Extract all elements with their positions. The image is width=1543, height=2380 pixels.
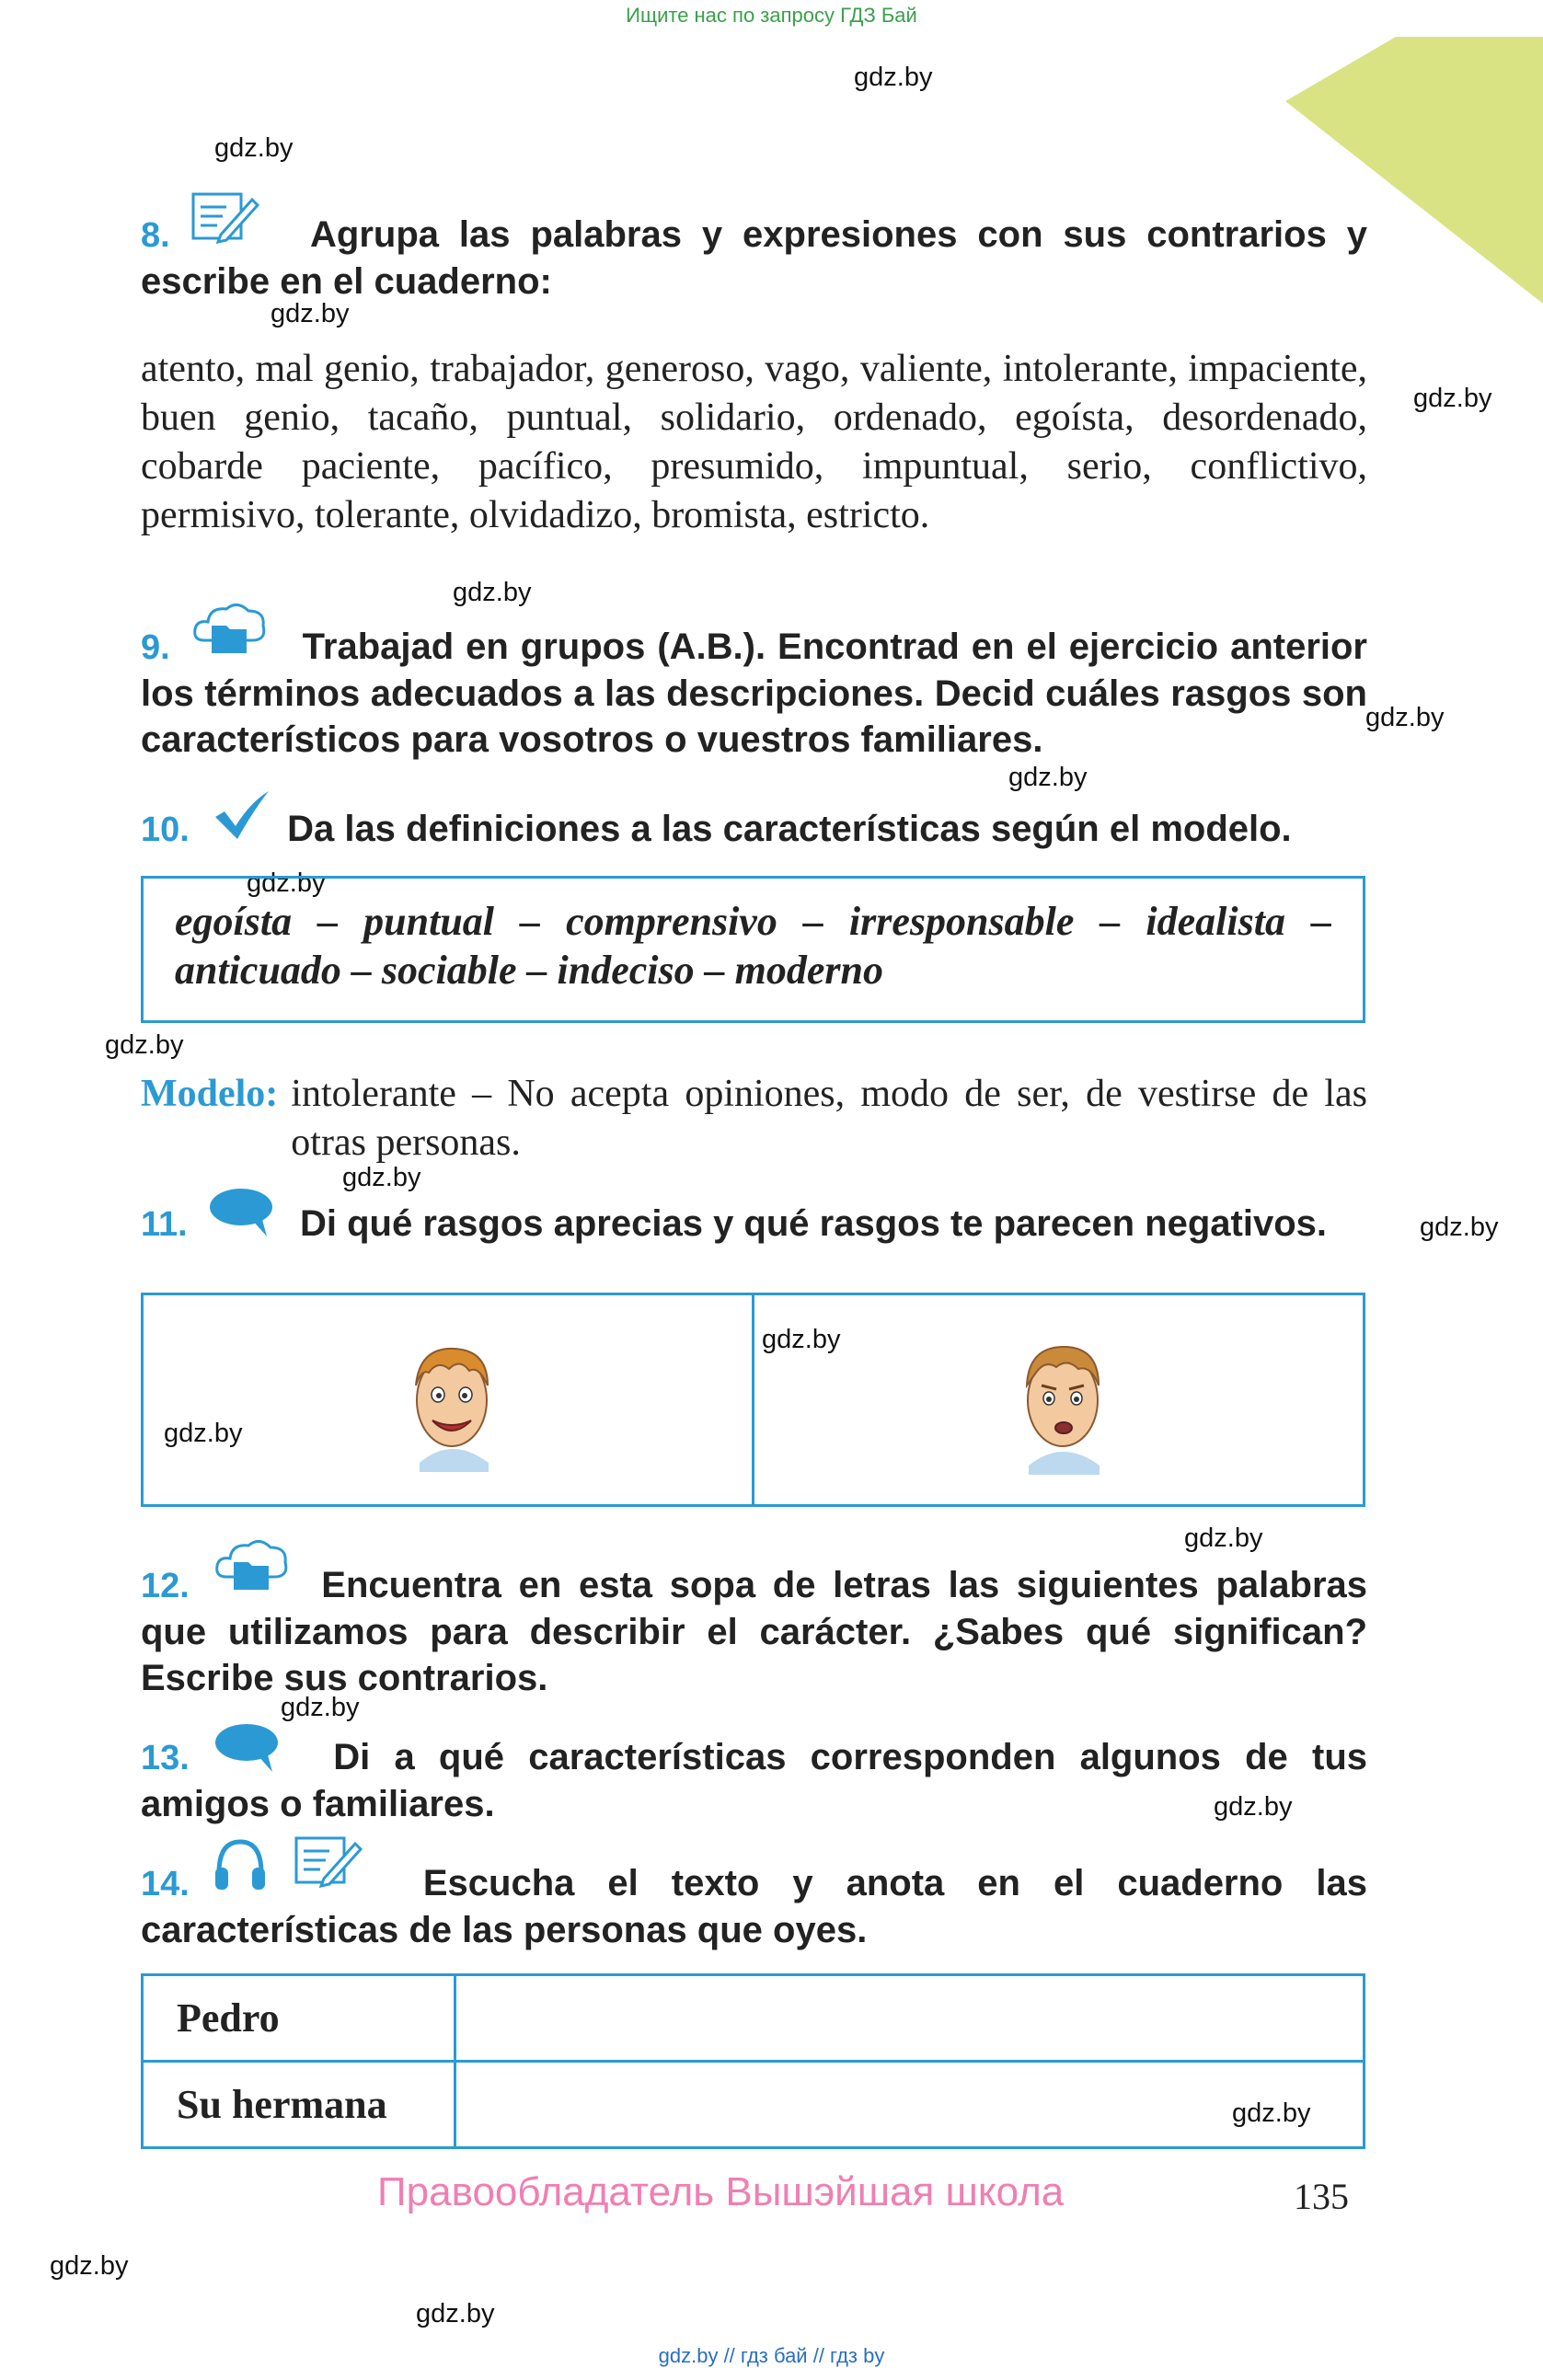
- task-13: [141, 1734, 1367, 1827]
- task-number: 9.: [141, 628, 170, 667]
- watermark: gdz.by: [271, 299, 350, 328]
- model-text: intolerante – No acepta opiniones, modo de ser, de vestirse de las otras personas.: [291, 1073, 1367, 1164]
- task-number: 10.: [141, 811, 190, 849]
- task-heading: Trabajad en grupos (A.B.). Encontrad en el ejercicio anterior los términos adecuados a las descripciones. Decid cuáles rasgos son característicos para vosotros o vuestros familiares.: [141, 627, 1368, 760]
- task-heading: Escucha el texto y anota en el cuaderno las características de las personas que oyes.: [141, 1863, 1367, 1950]
- task-number: 8.: [141, 216, 170, 255]
- watermark: gdz.by: [1214, 1792, 1293, 1822]
- task-heading: Di a qué características corresponden algunos de tus amigos o familiares.: [141, 1737, 1368, 1824]
- task-11: [141, 1201, 1367, 1247]
- watermark: gdz.by: [453, 578, 532, 607]
- task-10: [141, 806, 1367, 853]
- watermark: gdz.by: [854, 63, 933, 92]
- model-example: [141, 1070, 1367, 1167]
- task-14: [141, 1860, 1367, 1953]
- watermark: gdz.by: [762, 1325, 841, 1354]
- task-number: 11.: [141, 1205, 188, 1244]
- task-heading: Agrupa las palabras y expresiones con sus contrarios y escribe en el cuaderno:: [141, 214, 1367, 302]
- watermark: gdz.by: [1365, 703, 1445, 732]
- watermark: gdz.by: [105, 1030, 184, 1060]
- word-list: atento, mal genio, trabajador, generoso, vago, valiente, intolerante, impaciente, buen genio, tacaño, puntual, solidario, ordenado, egoísta, desordenado, cobarde paciente, pacífico, presumido, impuntual, serio, conflictivo, permisivo, tolerante, olvidadizo, bromista, estricto.: [141, 348, 1367, 536]
- task-9: [141, 624, 1367, 763]
- watermark: gdz.by: [164, 1419, 243, 1448]
- watermark: gdz.by: [214, 133, 294, 163]
- watermark: gdz.by: [1232, 2098, 1311, 2128]
- watermark: gdz.by: [1420, 1213, 1499, 1242]
- face-cell-happy: [144, 1295, 752, 1504]
- faces-table: [141, 1293, 1365, 1507]
- task-number: 14.: [141, 1865, 190, 1903]
- task-8: [141, 212, 1367, 540]
- search-note: Ищите нас по запросу ГДЗ Бай: [626, 4, 917, 27]
- face-cell-sad: [752, 1295, 1363, 1504]
- copyright-owner: Правообладатель Вышэйшая школа: [377, 2169, 1065, 2214]
- task-number: 13.: [141, 1739, 190, 1777]
- table-row: [144, 2060, 1363, 2146]
- task-heading: Di qué rasgos aprecias y qué rasgos te parecen negativos.: [299, 1203, 1327, 1244]
- watermark: gdz.by: [1184, 1523, 1263, 1553]
- page-number: 135: [1294, 2176, 1349, 2217]
- task-number: 12.: [141, 1567, 190, 1605]
- row-label: Pedro: [144, 1976, 456, 2060]
- watermark: gdz.by: [281, 1693, 360, 1722]
- happy-boy-face: [401, 1334, 502, 1472]
- table-row: [144, 1976, 1363, 2060]
- watermark: gdz.by: [1413, 384, 1492, 413]
- listening-table: [141, 1973, 1365, 2149]
- word-box: [141, 876, 1365, 1023]
- row-answer-cell: [456, 1976, 1363, 2060]
- sad-boy-face: [1012, 1332, 1113, 1475]
- footer-links[interactable]: gdz.by // гдз бай // гдз by: [658, 2344, 885, 2367]
- watermark: gdz.by: [1008, 763, 1088, 792]
- word-box-text: egoísta – puntual – comprensivo – irresponsable – idealista – anticuado – sociable – indeciso – moderno: [175, 899, 1331, 993]
- task-heading: Da las definiciones a las características según el modelo.: [287, 809, 1292, 849]
- watermark: gdz.by: [247, 868, 326, 898]
- model-label: Modelo:: [141, 1073, 279, 1115]
- task-12: [141, 1562, 1367, 1701]
- row-answer-cell: [456, 2063, 1363, 2146]
- task-heading: Encuentra en esta sopa de letras las siguientes palabras que utilizamos para describir el carácter. ¿Sabes qué significan? Escribe sus contrarios.: [141, 1565, 1367, 1698]
- watermark: gdz.by: [50, 2251, 129, 2281]
- watermark: gdz.by: [416, 2299, 495, 2328]
- row-label: Su hermana: [144, 2063, 456, 2146]
- watermark: gdz.by: [342, 1163, 421, 1192]
